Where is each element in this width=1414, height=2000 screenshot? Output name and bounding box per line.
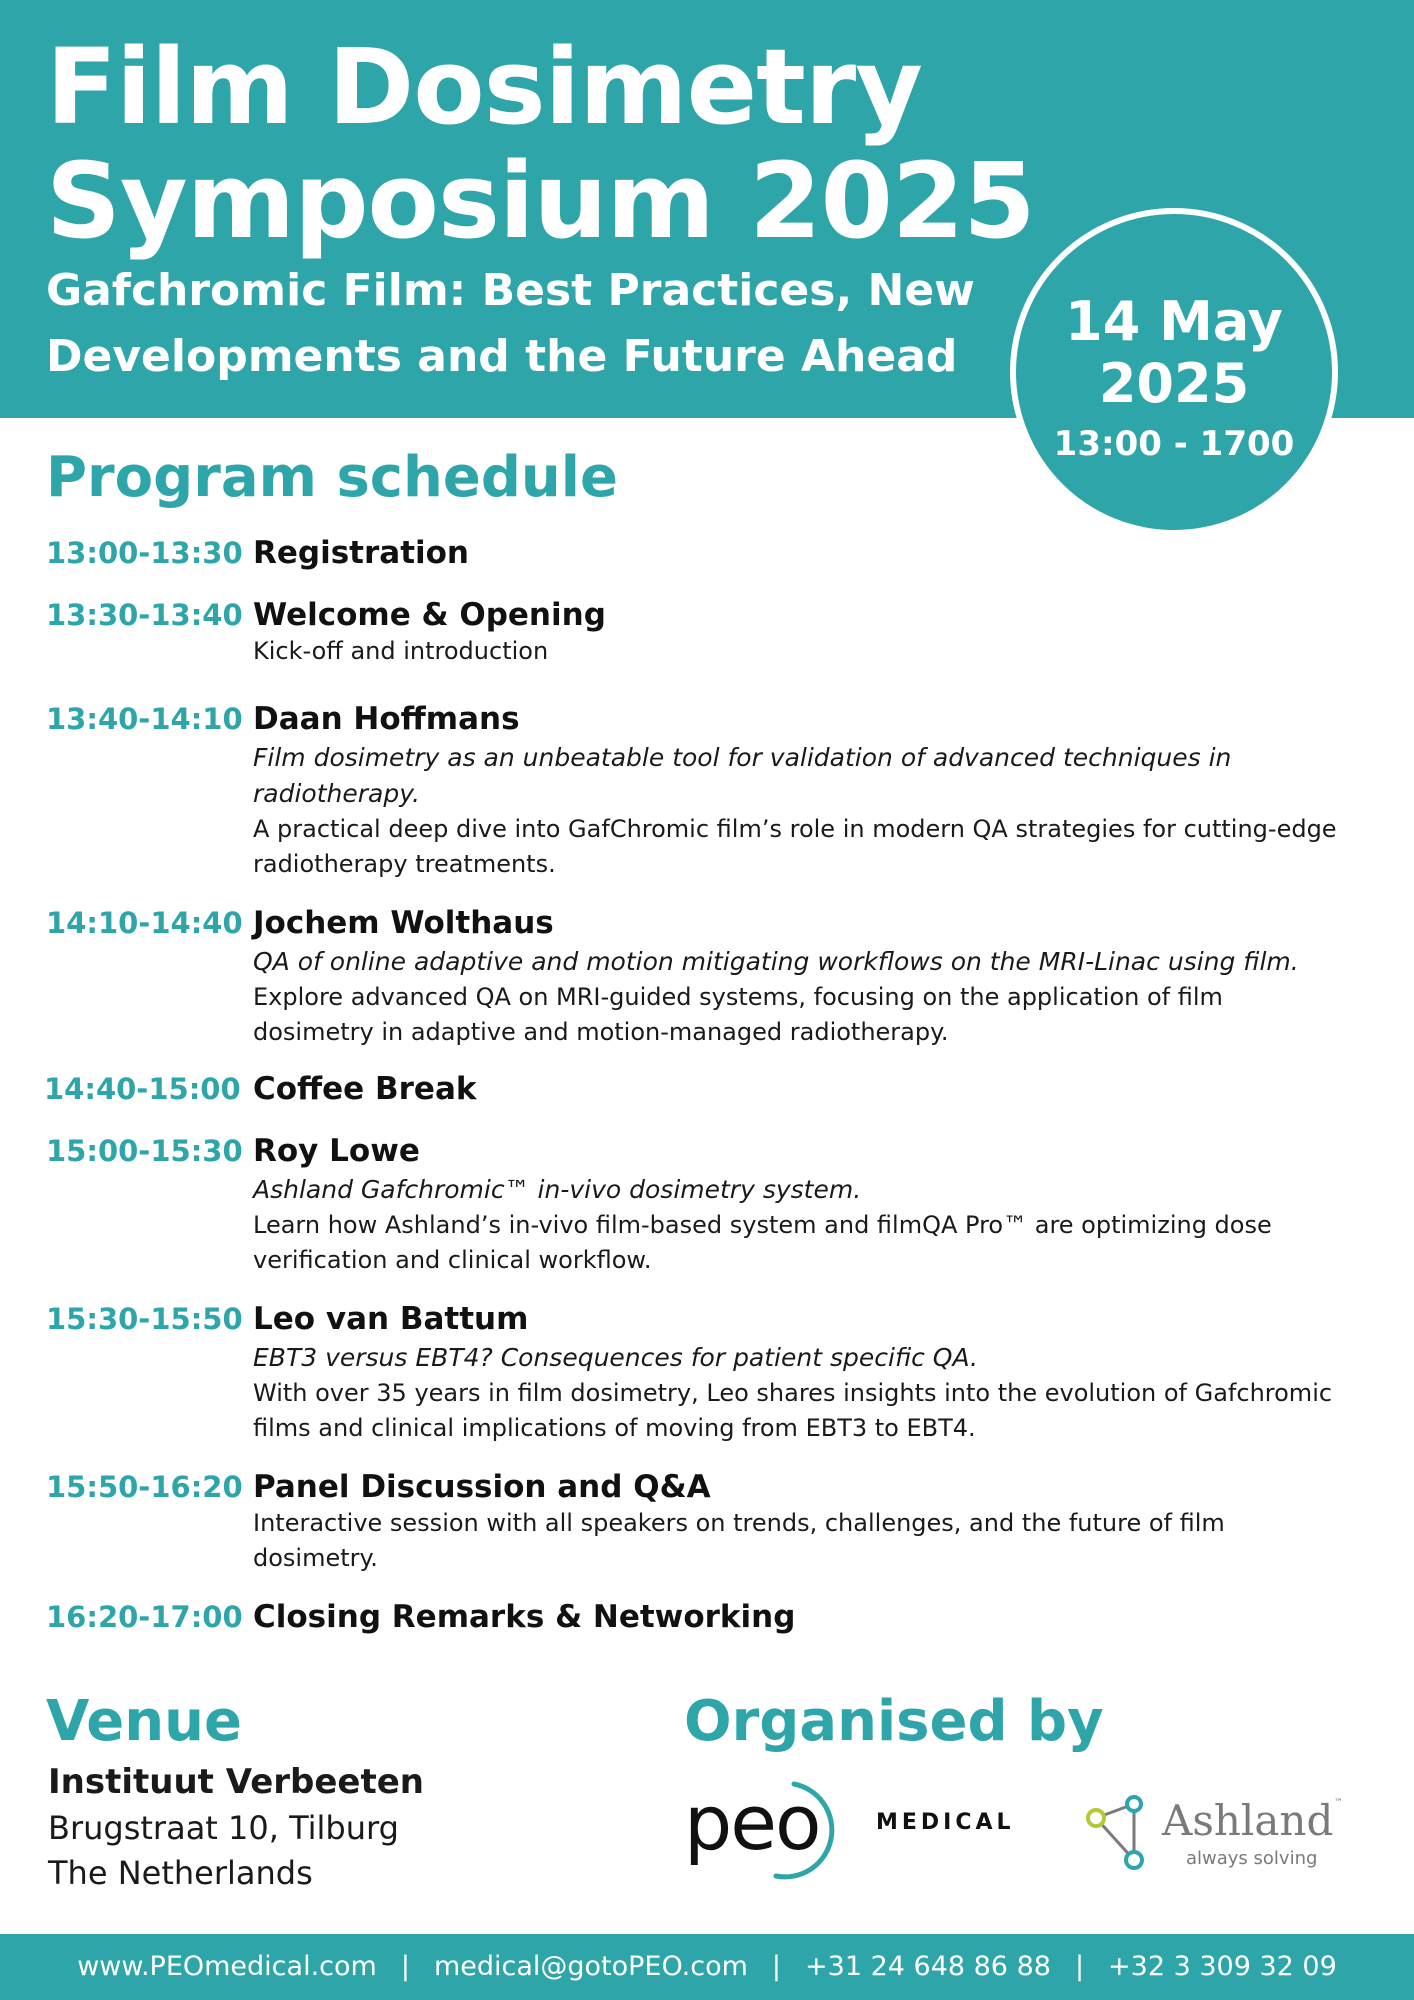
slot-title: Panel Discussion and Q&A bbox=[253, 1469, 711, 1505]
footer-email[interactable]: medical@gotoPEO.com bbox=[433, 1951, 748, 1982]
ashland-tagline: always solving bbox=[1186, 1848, 1318, 1869]
slot-description: A practical deep dive into GafChromic film’s role in modern QA strategies for cutting-edge radiotherapy treatments. bbox=[253, 815, 1337, 878]
slot-content bbox=[253, 700, 1343, 882]
footer-separator: | bbox=[771, 1951, 782, 1982]
peo-logo-medical-text: MEDICAL bbox=[876, 1810, 1015, 1835]
footer-website[interactable]: www.PEOmedical.com bbox=[77, 1951, 377, 1982]
slot-title: Coffee Break bbox=[253, 1071, 477, 1107]
slot-talk-title: QA of online adaptive and motion mitigating workflows on the MRI-Linac using film. bbox=[253, 947, 1299, 976]
slot-description: Explore advanced QA on MRI-guided systems, focusing on the application of film dosimetry in adaptive and motion-managed radiotherapy. bbox=[253, 983, 1223, 1046]
ashland-logo bbox=[1082, 1790, 1342, 1880]
venue-name: Instituut Verbeeten bbox=[48, 1762, 425, 1802]
slot-time: 15:30-15:50 bbox=[46, 1302, 243, 1336]
slot-content bbox=[253, 596, 1343, 669]
footer-contact-bar bbox=[0, 1934, 1414, 2000]
program-heading: Program schedule bbox=[46, 445, 618, 510]
event-title bbox=[46, 26, 1035, 262]
venue-address-line-2: The Netherlands bbox=[48, 1854, 313, 1892]
slot-content bbox=[253, 534, 1343, 572]
venue-heading: Venue bbox=[46, 1689, 242, 1754]
slot-title: Closing Remarks & Networking bbox=[253, 1599, 796, 1635]
organisers-heading: Organised by bbox=[684, 1689, 1104, 1754]
subtitle-line-2: Developments and the Future Ahead bbox=[46, 331, 958, 382]
title-line-1: Film Dosimetry bbox=[46, 26, 922, 148]
slot-description: Interactive session with all speakers on trends, challenges, and the future of film dosimetry. bbox=[253, 1509, 1225, 1572]
slot-description: Learn how Ashland’s in-vivo film-based system and filmQA Pro™ are optimizing dose verification and clinical workflow. bbox=[253, 1211, 1272, 1274]
slot-time: 13:00-13:30 bbox=[46, 536, 243, 570]
slot-title: Leo van Battum bbox=[253, 1301, 529, 1337]
slot-content bbox=[253, 1468, 1343, 1576]
date-day: 14 May bbox=[1065, 290, 1283, 353]
footer-separator: | bbox=[1074, 1951, 1085, 1982]
peo-arc-icon bbox=[684, 1778, 854, 1882]
slot-time: 13:40-14:10 bbox=[46, 702, 243, 736]
slot-title: Jochem Wolthaus bbox=[253, 905, 554, 941]
slot-title: Registration bbox=[253, 535, 470, 571]
slot-talk-title: Ashland Gafchromic™ in-vivo dosimetry system. bbox=[253, 1175, 862, 1204]
slot-description: With over 35 years in film dosimetry, Leo shares insights into the evolution of Gafchromic films and clinical implications of moving from EBT3 to EBT4. bbox=[253, 1379, 1333, 1442]
slot-content bbox=[253, 1598, 1343, 1636]
slot-title: Welcome & Opening bbox=[253, 597, 606, 633]
slot-talk-title: EBT3 versus EBT4? Consequences for patient specific QA. bbox=[253, 1343, 978, 1372]
slot-description: Kick-off and introduction bbox=[253, 637, 549, 665]
slot-title: Roy Lowe bbox=[253, 1133, 420, 1169]
subtitle-line-1: Gafchromic Film: Best Practices, New bbox=[46, 265, 975, 316]
date-year: 2025 bbox=[1098, 352, 1250, 415]
footer-separator: | bbox=[400, 1951, 410, 1982]
ashland-molecule-icon bbox=[1082, 1790, 1162, 1880]
date-time: 13:00 - 1700 bbox=[1053, 424, 1295, 464]
slot-content bbox=[253, 1132, 1343, 1278]
title-line-2: Symposium 2025 bbox=[46, 140, 1035, 262]
ashland-trademark: ™ bbox=[1334, 1798, 1343, 1808]
slot-time: 13:30-13:40 bbox=[46, 598, 243, 632]
slot-time: 16:20-17:00 bbox=[46, 1600, 243, 1634]
slot-time: 15:00-15:30 bbox=[46, 1134, 243, 1168]
peo-medical-logo bbox=[684, 1778, 1014, 1882]
event-subtitle bbox=[46, 258, 1006, 390]
slot-time: 14:40-15:00 bbox=[44, 1072, 241, 1106]
ashland-logo-word: Ashland bbox=[1162, 1796, 1334, 1845]
slot-title: Daan Hoffmans bbox=[253, 701, 520, 737]
footer-phone-nl[interactable]: +31 24 648 86 88 bbox=[805, 1951, 1051, 1982]
venue-address-line-1: Brugstraat 10, Tilburg bbox=[48, 1809, 399, 1847]
slot-time: 14:10-14:40 bbox=[46, 906, 243, 940]
slot-time: 15:50-16:20 bbox=[46, 1470, 243, 1504]
slot-content bbox=[253, 1070, 1343, 1108]
peo-logo-word: peo bbox=[684, 1778, 820, 1867]
slot-content bbox=[253, 1300, 1343, 1446]
slot-content bbox=[253, 904, 1343, 1050]
slot-talk-title: Film dosimetry as an unbeatable tool for validation of advanced techniques in radiotherapy. bbox=[253, 743, 1232, 808]
date-badge bbox=[1010, 208, 1338, 536]
footer-phone-be[interactable]: +32 3 309 32 09 bbox=[1108, 1951, 1337, 1982]
